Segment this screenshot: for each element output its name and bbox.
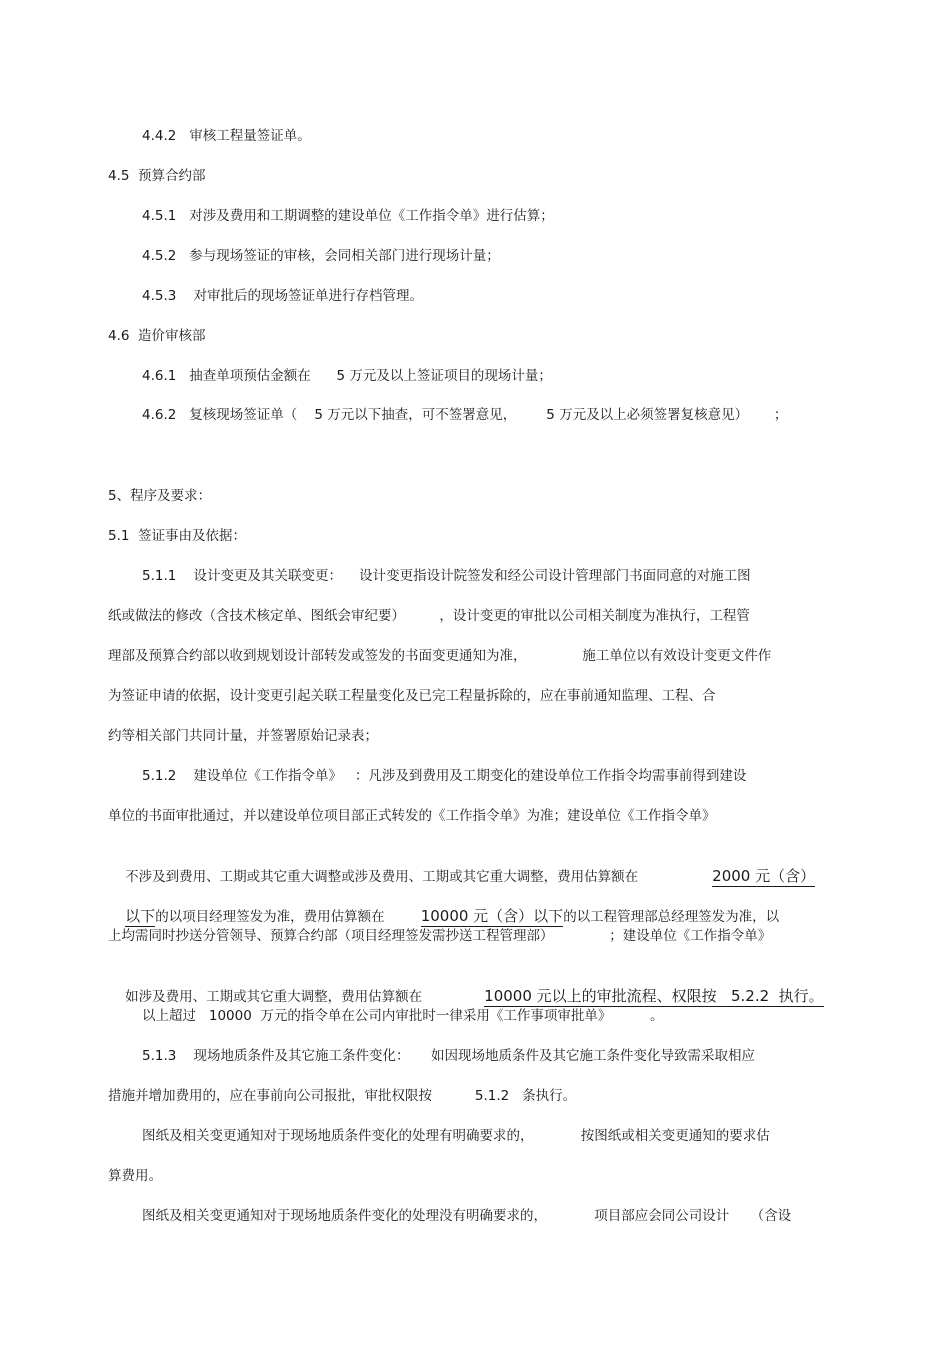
clause-5-1-1-line5: 约等相关部门共同计量，并签署原始记录表； <box>108 728 378 744</box>
clause-5-1-1-line2: 纸或做法的修改（含技术核定单、图纸会审纪要） ，设计变更的审批以公司相关制度为准执行，工程管 <box>108 608 750 624</box>
heading-4-5: 4.5 预算合约部 <box>108 168 206 184</box>
clause-5-1-2-line5: 上均需同时抄送分管领导、预算合约部（项目经理签发需抄送工程管理部） ；建设单位《工作指令单》 <box>108 928 772 944</box>
paragraph-drawings-unclear: 图纸及相关变更通知对于现场地质条件变化的处理没有明确要求的， 项目部应会同公司设计 （含设 <box>142 1208 792 1224</box>
underlined-2000: 2000 元（含） <box>712 867 816 885</box>
line3-text: 不涉及到费用、工期或其它重大调整或涉及费用、工期或其它重大调整，费用估算额在 <box>125 869 639 885</box>
clause-4-6-1: 4.6.1 抽查单项预估金额在 5 万元及以上签证项目的现场计量； <box>142 368 552 384</box>
clause-5-1-1-line1: 5.1.1 设计变更及其关联变更： 设计变更指设计院签发和经公司设计管理部门书面同意的对施工图 <box>142 568 751 584</box>
paragraph-drawings-clear-cont: 算费用。 <box>108 1168 162 1184</box>
clause-4-5-1: 4.5.1 对涉及费用和工期调整的建设单位《工作指令单》进行估算； <box>142 208 554 224</box>
line4-text-a: 的以项目经理签发为准，费用估算额在 <box>155 909 385 925</box>
heading-5: 5、程序及要求： <box>108 488 212 504</box>
clause-4-6-2: 4.6.2 复核现场签证单（ 5 万元以下抽查，可不签署意见， 5 万元及以上必须签署复核意见） ； <box>142 407 788 423</box>
underlined-approval: 10000 元以上的审批流程、权限按 5.2.2 执行。 <box>484 987 824 1005</box>
underlined-below: 以下 <box>125 907 156 925</box>
heading-4-6: 4.6 造价审核部 <box>108 328 206 344</box>
clause-5-1-1-line3: 理部及预算合约部以收到规划设计部转发或签发的书面变更通知为准， 施工单位以有效设计变更文件作 <box>108 648 772 664</box>
clause-5-1-1-line4: 为签证申请的依据，设计变更引起关联工程量变化及已完工程量拆除的，应在事前通知监理、工程、合 <box>108 688 716 704</box>
underlined-10000: 10000 元（含）以下 <box>420 907 564 925</box>
line4-text-b: 的以工程管理部总经理签发为准，以 <box>563 909 780 925</box>
clause-5-1-3-line1: 5.1.3 现场地质条件及其它施工条件变化： 如因现场地质条件及其它施工条件变化导致需采取相应 <box>142 1048 755 1064</box>
clause-4-4-2: 4.4.2 审核工程量签证单。 <box>142 128 311 144</box>
heading-5-1: 5.1 签证事由及依据： <box>108 528 247 544</box>
clause-5-1-2-line1: 5.1.2 建设单位《工作指令单》 ：凡涉及到费用及工期变化的建设单位工作指令均需事前得到建设 <box>142 768 747 784</box>
paragraph-drawings-clear: 图纸及相关变更通知对于现场地质条件变化的处理有明确要求的， 按图纸或相关变更通知的要求估 <box>142 1128 770 1144</box>
clause-5-1-2-line2: 单位的书面审批通过，并以建设单位项目部正式转发的《工作指令单》为准；建设单位《工作指令单》 <box>108 808 716 824</box>
clause-4-5-2: 4.5.2 参与现场签证的审核，会同相关部门进行现场计量； <box>142 248 500 264</box>
clause-5-1-2-note: 以上超过 10000 万元的指令单在公司内审批时一律采用《工作事项审批单》 。 <box>142 1008 664 1024</box>
clause-4-5-3: 4.5.3 对审批后的现场签证单进行存档管理。 <box>142 288 424 304</box>
clause-5-1-3-line2: 措施并增加费用的，应在事前向公司报批，审批权限按 5.1.2 条执行。 <box>108 1088 577 1104</box>
line6-text: 如涉及费用、工期或其它重大调整，费用估算额在 <box>125 989 423 1005</box>
